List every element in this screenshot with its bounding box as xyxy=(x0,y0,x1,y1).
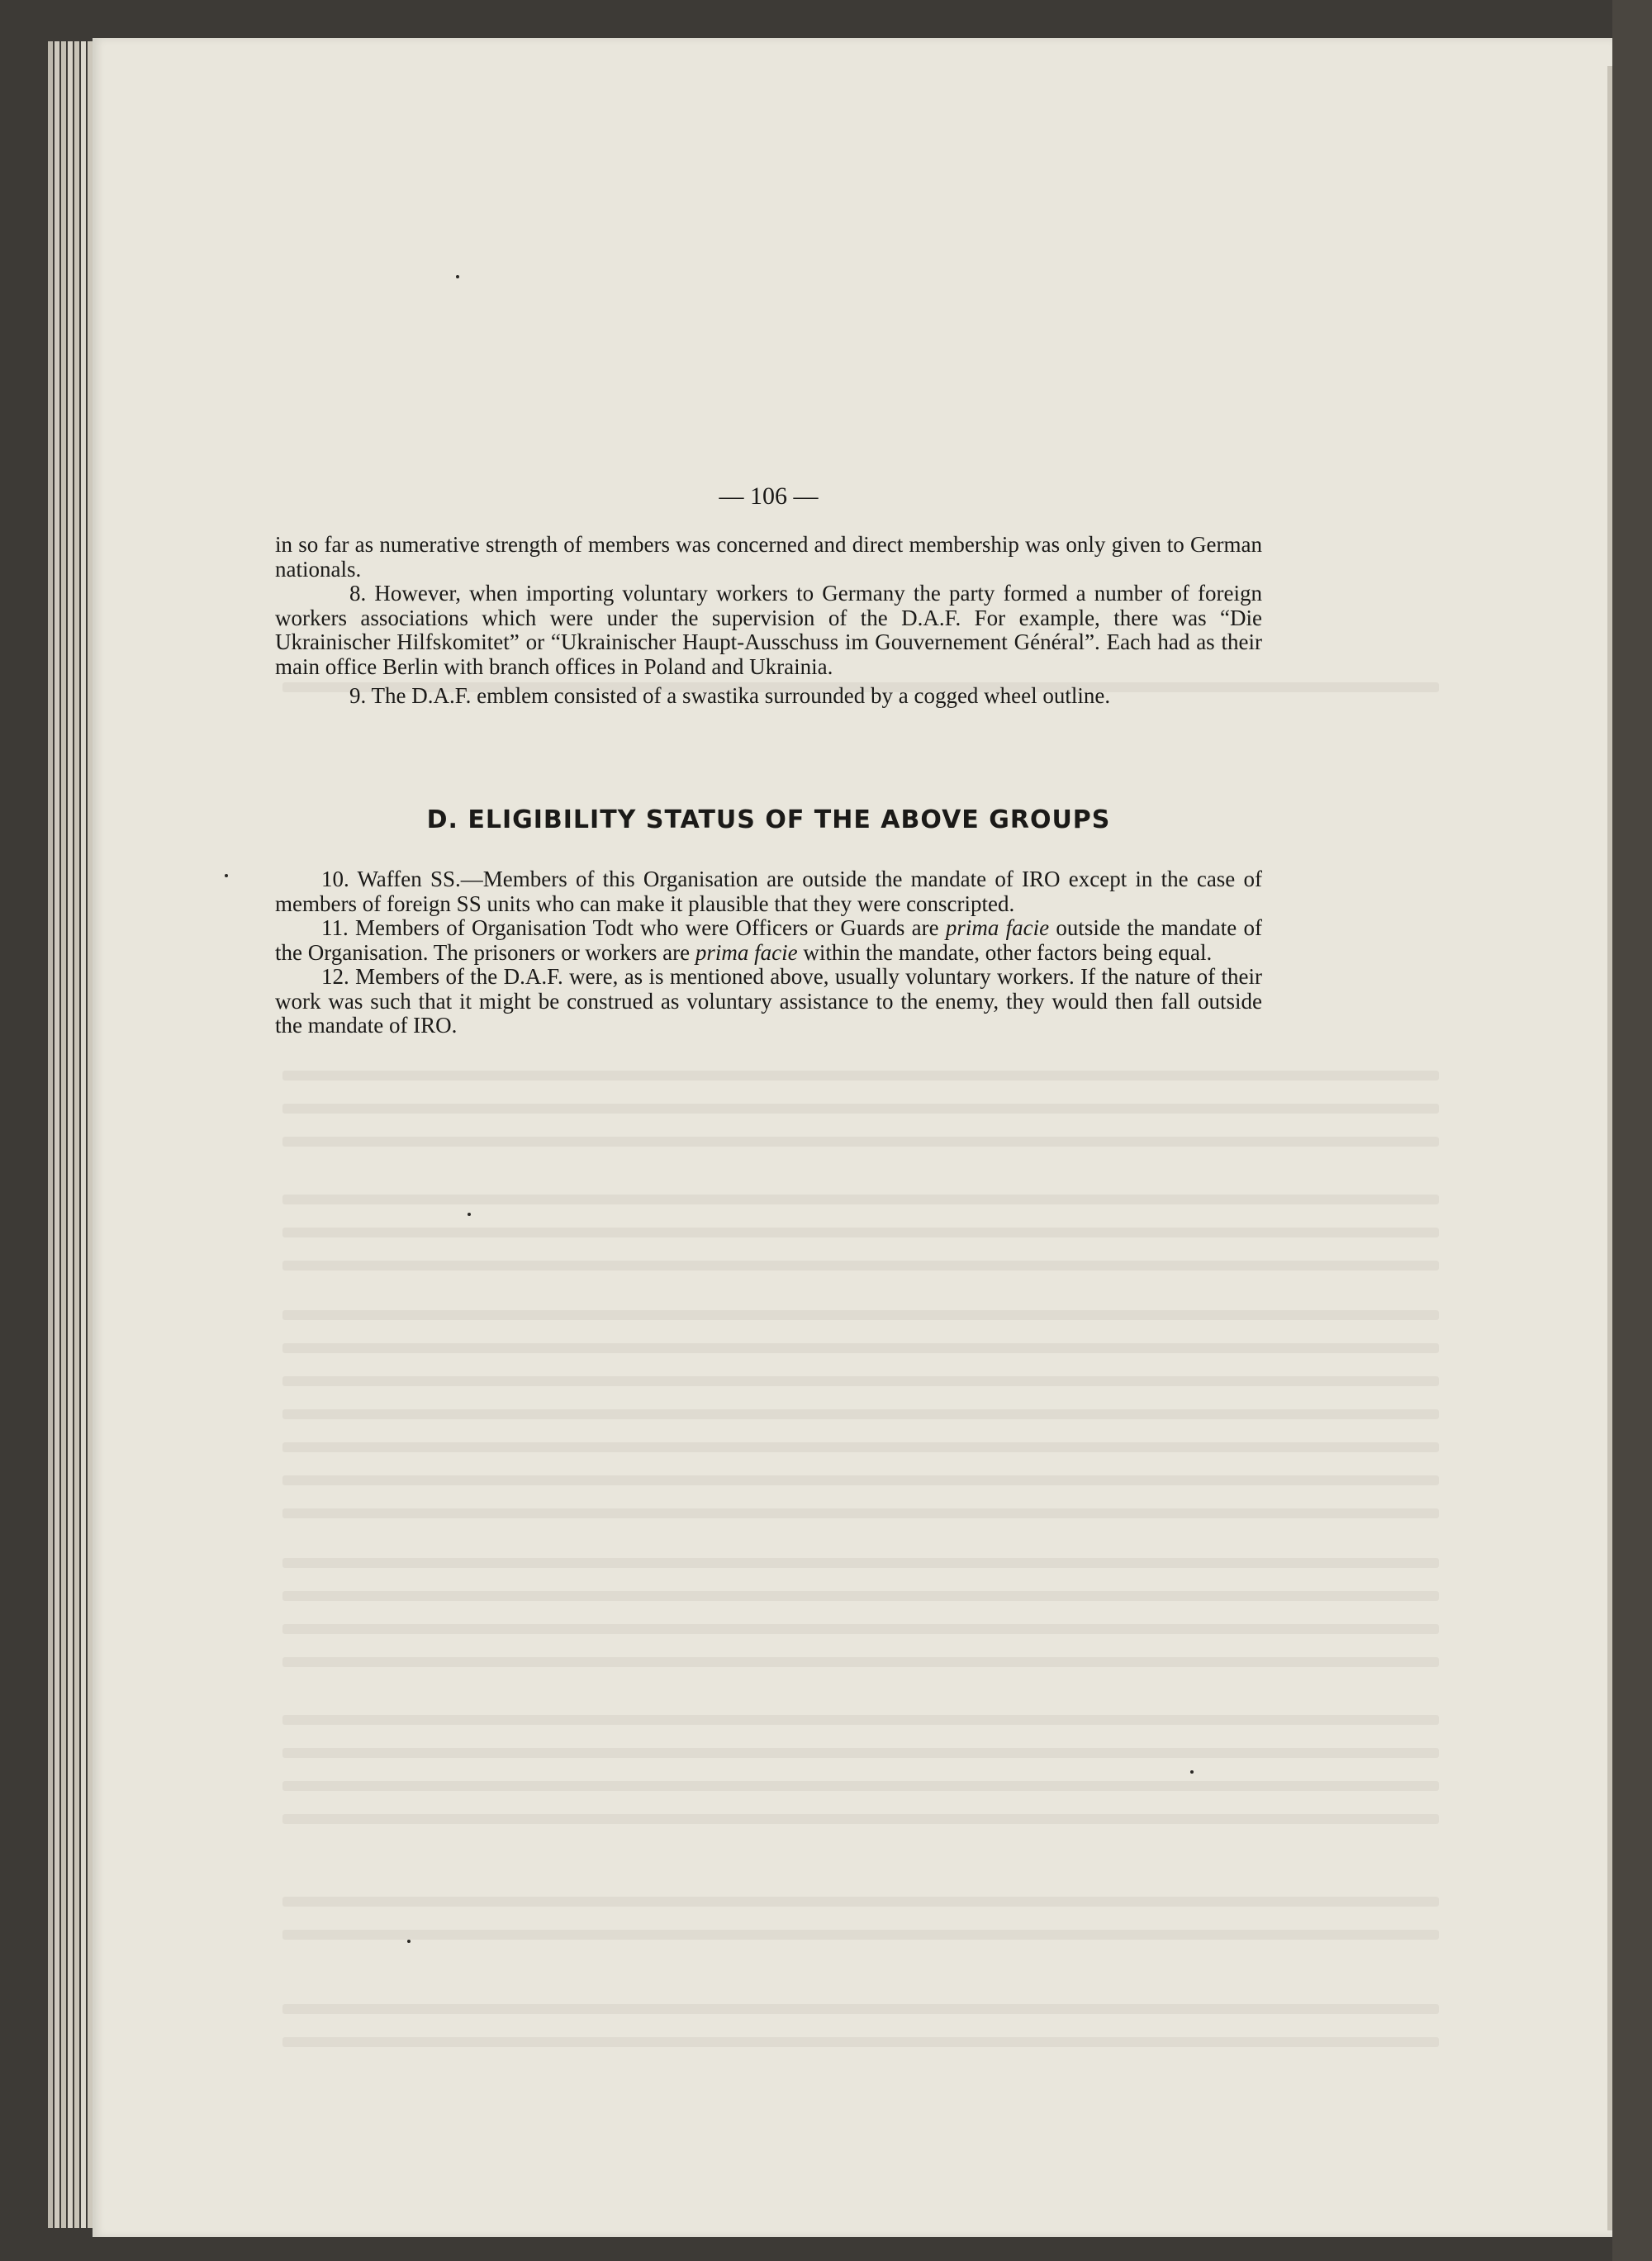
bleed-through xyxy=(282,1442,1439,1452)
bleed-through xyxy=(282,1475,1439,1485)
bleed-through xyxy=(282,1591,1439,1601)
page-edge xyxy=(81,41,86,2228)
scan-speck xyxy=(468,1213,471,1216)
bleed-through xyxy=(282,1343,1439,1353)
bleed-through xyxy=(282,1310,1439,1320)
bleed-through xyxy=(282,1814,1439,1824)
paragraph-8: 8. However, when importing voluntary workers to Germany the party formed a number of foreign workers associations which were under the supervision of the D.A.F. For example, there was “Die Ukrainischer Hilfskomitet” or “Ukrainischer Haupt-Ausschuss im Gouvernement Général”. Each had as their main office Berlin with branch offices in Poland and Ukrainia. xyxy=(275,581,1262,679)
bleed-through xyxy=(282,1071,1439,1081)
scan-speck xyxy=(456,275,459,278)
bleed-through xyxy=(282,1624,1439,1634)
bleed-through xyxy=(282,2037,1439,2047)
document-page xyxy=(93,38,1612,2237)
italic-phrase: prima facie xyxy=(695,939,798,965)
page-edge xyxy=(74,41,79,2228)
paragraph-12: 12. Members of the D.A.F. were, as is mentioned above, usually voluntary workers. If the nature of their work was such that it might be construed as voluntary assistance to the enemy, they would then fall outside the mandate of IRO. xyxy=(275,964,1262,1038)
section-heading: D. ELIGIBILITY STATUS OF THE ABOVE GROUPS xyxy=(426,805,1111,834)
bleed-through xyxy=(282,1409,1439,1419)
bleed-through xyxy=(282,1508,1439,1518)
paragraph-11-part: within the mandate, other factors being equal. xyxy=(797,939,1213,965)
text-block-top xyxy=(275,533,1262,709)
bleed-through xyxy=(282,1376,1439,1386)
page-number: — 106 — xyxy=(719,482,819,510)
bleed-through xyxy=(282,1748,1439,1758)
scan-background xyxy=(1612,0,1652,2261)
page-edge xyxy=(55,41,59,2228)
bleed-through xyxy=(282,1657,1439,1667)
paragraph-10: 10. Waffen SS.—Members of this Organisation are outside the mandate of IRO except in the case of members of foreign SS units who can make it plausible that they were conscripted. xyxy=(275,867,1262,916)
page-edge xyxy=(68,41,73,2228)
bleed-through xyxy=(282,1930,1439,1940)
bleed-through xyxy=(282,1137,1439,1147)
bleed-through xyxy=(282,1104,1439,1114)
scan-speck xyxy=(407,1940,411,1943)
page-edge xyxy=(48,41,53,2228)
bleed-through xyxy=(282,1558,1439,1568)
bleed-through xyxy=(282,1195,1439,1204)
paragraph-continuation: in so far as numerative strength of members was concerned and direct membership was only given to German nationals. xyxy=(275,532,1262,582)
bleed-through xyxy=(282,1781,1439,1791)
paragraph-11-part: outside the mandate of the Organisation. The prisoners or workers are xyxy=(275,915,1262,965)
bleed-through xyxy=(282,1228,1439,1237)
paragraph-11-part: 11. Members of Organisation Todt who were Officers or Guards are xyxy=(321,915,946,940)
paragraph-11 xyxy=(275,916,1262,965)
page-edge xyxy=(61,41,66,2228)
bleed-through xyxy=(282,1261,1439,1271)
paragraph-9: 9. The D.A.F. emblem consisted of a swastika surrounded by a cogged wheel outline. xyxy=(349,683,1111,708)
italic-phrase: prima facie xyxy=(945,915,1050,940)
bleed-through xyxy=(282,2004,1439,2014)
scan-speck xyxy=(1190,1770,1194,1774)
scan-speck xyxy=(225,874,228,877)
bleed-through xyxy=(282,1715,1439,1725)
bleed-through xyxy=(282,1897,1439,1907)
text-block-eligibility xyxy=(275,867,1262,1038)
